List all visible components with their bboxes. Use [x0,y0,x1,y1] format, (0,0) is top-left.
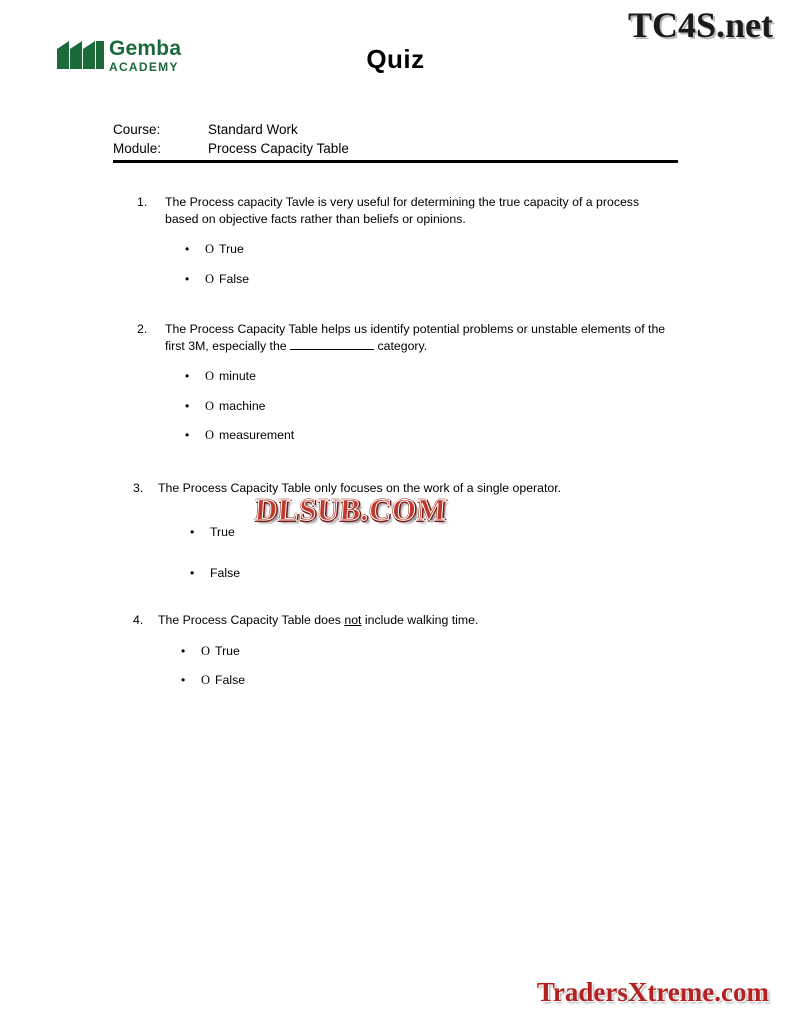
header-divider [113,160,678,163]
watermark-bottom: TradersXtreme.com [536,977,769,1007]
option-item[interactable] [185,427,675,444]
question-2 [137,321,675,457]
option-item[interactable] [185,241,672,258]
watermark-middle: DLSUB.COM [253,492,448,527]
question-4-number: 4. [133,613,144,627]
question-4-body-a: The Process Capacity Table does [158,613,345,627]
question-2-number: 2. [137,322,148,336]
radio-icon[interactable]: O [201,643,211,658]
radio-icon[interactable]: O [205,271,215,286]
question-1 [137,194,672,300]
course-value: Standard Work [208,122,298,137]
meta-row-course [113,120,678,139]
question-3-number: 3. [133,481,144,495]
radio-icon[interactable]: O [205,398,215,413]
module-label: Module: [113,141,162,156]
option-label: measurement [219,428,295,442]
question-2-body: The Process Capacity Table helps us identify potential problems or unstable elements of the first 3M, especially the [165,322,666,353]
page-title: Quiz [366,44,425,74]
meta-block [113,120,678,158]
logo-sub: ACADEMY [109,60,179,74]
option-label: False [215,673,246,687]
option-item[interactable] [185,271,672,288]
option-label: True [215,643,240,658]
option-label: True [210,524,235,539]
option-item[interactable] [185,398,675,415]
watermark-top: TC4S.net [627,5,773,45]
option-label: True [219,242,244,256]
option-item[interactable] [181,643,673,660]
question-2-body-after: category. [377,338,428,353]
course-label: Course: [113,122,161,137]
radio-icon[interactable]: O [201,673,211,687]
option-label: machine [219,398,266,413]
question-3-body: The Process Capacity Table only focuses on the work of a single operator. [158,481,562,495]
bullet-icon: • [185,369,190,383]
question-4-underlined: not [344,613,362,627]
radio-icon[interactable]: O [205,369,215,383]
bullet-icon: • [190,524,195,539]
bullet-icon: • [181,673,186,687]
question-2-options [185,368,675,444]
question-3-options [190,524,673,582]
meta-row-module [113,139,678,158]
question-2-text [137,321,675,354]
question-4-body-b: include walking time. [361,613,479,627]
question-1-options [185,241,672,287]
question-4-options [181,643,673,689]
bullet-icon: • [185,271,190,286]
option-item[interactable] [190,565,673,582]
question-4 [133,612,673,702]
bullet-icon: • [181,643,186,658]
bullet-icon: • [185,242,190,256]
question-1-body: The Process capacity Tavle is very useful for determining the true capacity of a process based on objective facts rather than beliefs or opinions. [165,195,640,226]
logo-brand: Gemba [109,37,182,60]
option-label: False [219,271,250,286]
option-label: False [210,566,241,580]
question-4-text [133,612,673,629]
question-1-text [137,194,672,227]
radio-icon[interactable]: O [205,428,215,442]
fill-in-blank[interactable] [290,349,374,350]
radio-icon[interactable]: O [205,242,215,256]
option-label: minute [219,369,256,383]
option-item[interactable] [185,368,675,385]
bullet-icon: • [185,398,190,413]
bullet-icon: • [185,428,190,442]
module-value: Process Capacity Table [208,141,349,156]
question-1-number: 1. [137,195,148,209]
bullet-icon: • [190,566,195,580]
option-item[interactable] [181,672,673,689]
